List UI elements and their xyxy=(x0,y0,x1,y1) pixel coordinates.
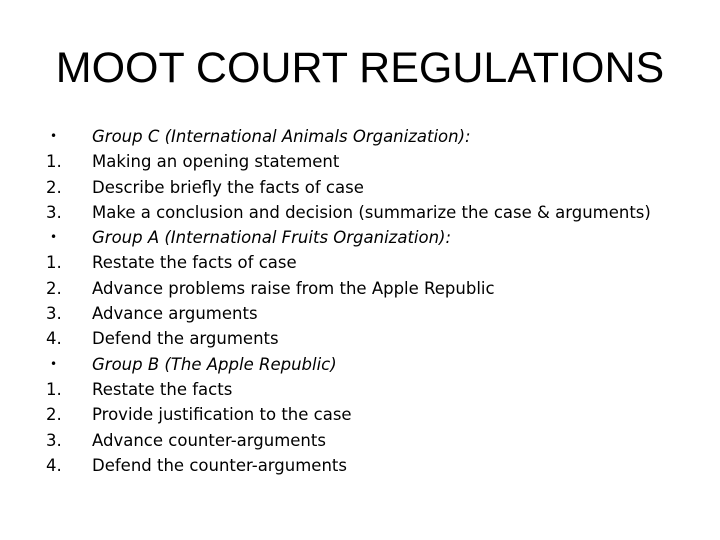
step-text: Make a conclusion and decision (summarize the case & arguments) xyxy=(92,202,651,222)
step-text: Provide justification to the case xyxy=(92,405,352,425)
bullet-marker: • xyxy=(50,230,58,245)
step-text: Advance problems raise from the Apple Republic xyxy=(92,278,495,298)
step-number: 1. xyxy=(46,253,62,273)
list-item xyxy=(46,428,696,453)
step-text: Advance counter-arguments xyxy=(92,430,326,450)
step-number: 2. xyxy=(46,405,62,425)
list-item xyxy=(46,377,696,402)
step-text: Defend the counter-arguments xyxy=(92,455,347,475)
step-text: Advance arguments xyxy=(92,304,258,324)
step-number: 3. xyxy=(46,430,62,450)
list-item xyxy=(46,250,696,275)
step-text: Describe briefly the facts of case xyxy=(92,177,364,197)
regulations-list xyxy=(46,124,696,478)
step-text: Restate the facts of case xyxy=(92,253,297,273)
list-item xyxy=(46,453,696,478)
step-text: Defend the arguments xyxy=(92,329,279,349)
bullet-marker: • xyxy=(50,356,58,371)
step-number: 4. xyxy=(46,329,62,349)
group-a-label: Group A (International Fruits Organization): xyxy=(92,228,452,248)
step-number: 1. xyxy=(46,379,62,399)
step-number: 2. xyxy=(46,278,62,298)
list-item xyxy=(46,402,696,427)
group-b-label: Group B (The Apple Republic) xyxy=(92,354,337,374)
group-b-heading xyxy=(46,352,696,377)
step-text: Restate the facts xyxy=(92,379,233,399)
list-item xyxy=(46,301,696,326)
step-text: Making an opening statement xyxy=(92,152,340,172)
slide-title: MOOT COURT REGULATIONS xyxy=(55,44,665,92)
list-item xyxy=(46,175,696,200)
step-number: 3. xyxy=(46,202,62,222)
group-c-heading xyxy=(46,124,696,149)
step-number: 2. xyxy=(46,177,62,197)
list-item xyxy=(46,326,696,351)
bullet-marker: • xyxy=(50,129,58,143)
list-item xyxy=(46,276,696,301)
group-c-label: Group C (International Animals Organization): xyxy=(92,127,471,146)
list-item xyxy=(46,200,696,225)
step-number: 4. xyxy=(46,455,62,475)
step-number: 1. xyxy=(46,152,62,172)
list-item xyxy=(46,149,696,174)
group-a-heading xyxy=(46,225,696,250)
step-number: 3. xyxy=(46,304,62,324)
